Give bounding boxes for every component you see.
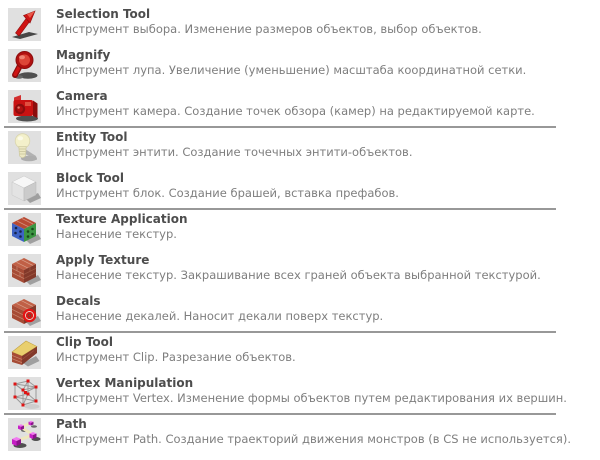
section-divider [4, 331, 556, 333]
tool-description: Нанесение текстур. Закрашивание всех граней объекта выбранной текстурой. [56, 268, 541, 282]
tool-title: Block Tool [56, 171, 124, 185]
tool-description: Инструмент Vertex. Изменение формы объектов путем редактирования их вершин. [56, 391, 567, 405]
tool-description: Инструмент камера. Создание точек обзора (камер) на редактируемой карте. [56, 104, 535, 118]
tool-item [8, 49, 600, 82]
tool-title: Selection Tool [56, 7, 151, 21]
tool-text [56, 295, 383, 323]
tool-item [8, 336, 600, 369]
section-divider [4, 126, 556, 128]
tool-description: Инструмент энтити. Создание точечных энтити-объектов. [56, 145, 413, 159]
tool-description: Нанесение декалей. Наносит декали поверх текстур. [56, 309, 384, 323]
path-nodes-icon [8, 418, 41, 451]
entity-bulb-icon [8, 131, 41, 164]
tool-text [56, 172, 399, 200]
selection-arrow-icon [8, 8, 41, 41]
texture-cube-icon [8, 213, 41, 246]
block-cube-icon [8, 172, 41, 205]
tool-item [8, 213, 600, 246]
tool-item [8, 418, 600, 451]
tool-title: Texture Application [56, 212, 188, 226]
tool-item [8, 172, 600, 205]
tool-item [8, 131, 600, 164]
clip-wedge-icon [8, 336, 41, 369]
tool-text [56, 49, 526, 77]
section-divider [4, 413, 556, 415]
tool-title: Entity Tool [56, 130, 128, 144]
tool-text [56, 377, 567, 405]
tool-title: Magnify [56, 48, 111, 62]
tool-title: Clip Tool [56, 335, 113, 349]
tool-list [8, 8, 600, 451]
tool-title: Path [56, 417, 87, 431]
tool-text [56, 90, 535, 118]
vertex-wireframe-icon [8, 377, 41, 410]
tool-description: Инструмент Clip. Разрезание объектов. [56, 350, 296, 364]
tool-title: Vertex Manipulation [56, 376, 194, 390]
tool-item [8, 295, 600, 328]
tool-description: Инструмент лупа. Увеличение (уменьшение) масштаба координатной сетки. [56, 63, 527, 77]
tool-title: Camera [56, 89, 108, 103]
tool-description: Инструмент Path. Создание траекторий движения монстров (в CS не используется). [56, 432, 571, 446]
decal-target-icon [8, 295, 41, 328]
section-divider [4, 208, 556, 210]
tool-text [56, 213, 188, 241]
brick-cube-icon [8, 254, 41, 287]
tool-description: Нанесение текстур. [56, 227, 177, 241]
tool-title: Decals [56, 294, 101, 308]
tool-text [56, 336, 296, 364]
tool-item [8, 90, 600, 123]
magnify-icon [8, 49, 41, 82]
tool-description: Инструмент выбора. Изменение размеров объектов, выбор объектов. [56, 22, 482, 36]
tool-item [8, 254, 600, 287]
tool-description: Инструмент блок. Создание брашей, вставка префабов. [56, 186, 399, 200]
camera-icon [8, 90, 41, 123]
tool-item [8, 8, 600, 41]
tool-title: Apply Texture [56, 253, 150, 267]
tool-text [56, 8, 482, 36]
tool-text [56, 418, 571, 446]
tool-item [8, 377, 600, 410]
tool-text [56, 131, 413, 159]
tool-text [56, 254, 541, 282]
